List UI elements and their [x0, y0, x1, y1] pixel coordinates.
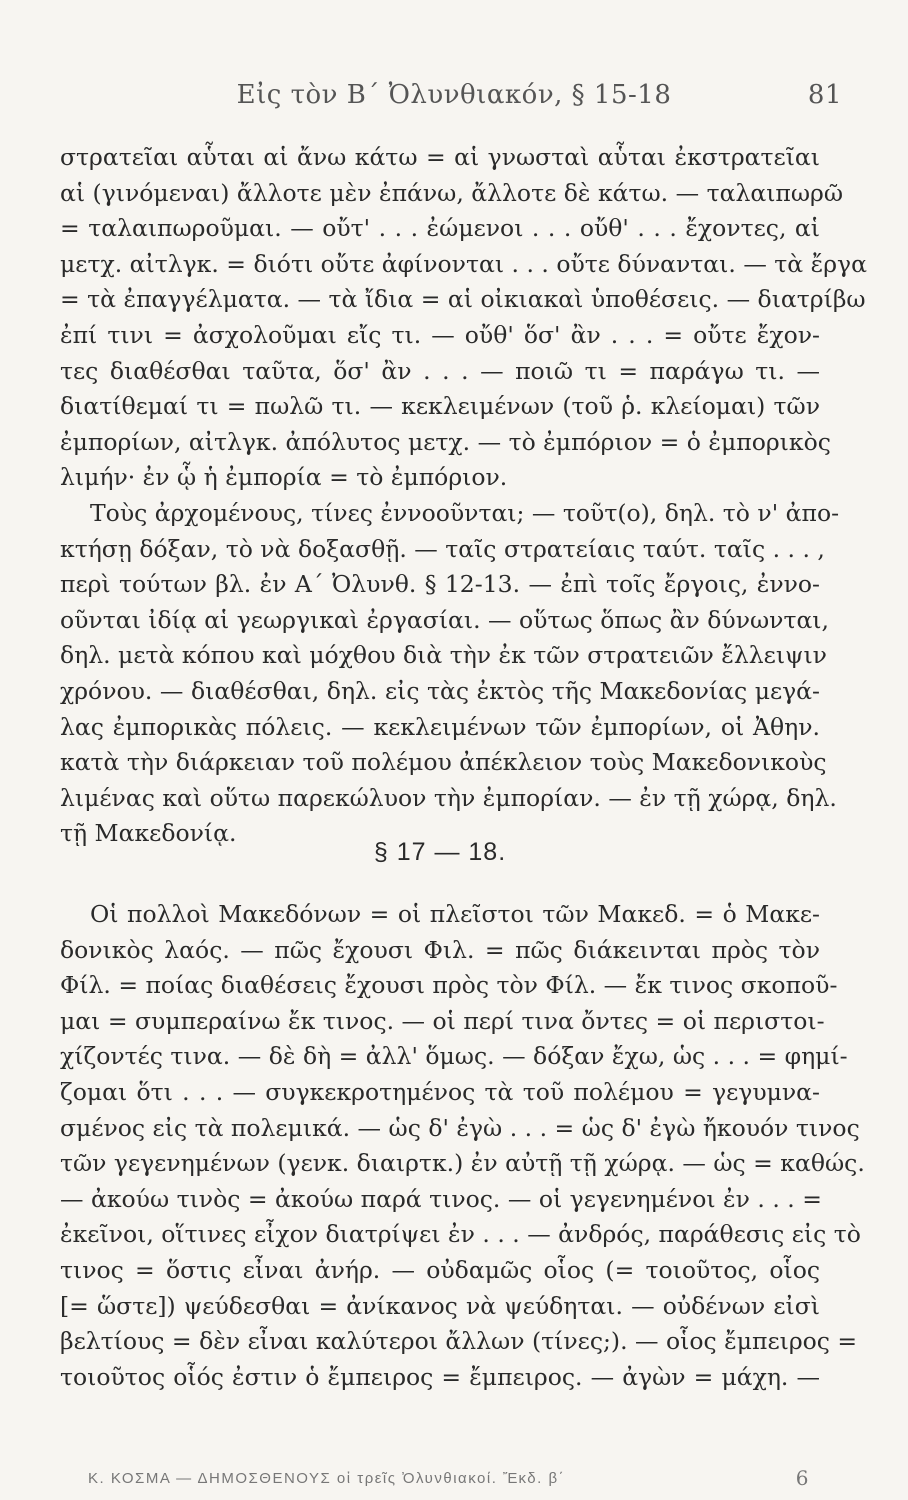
text-line: μαι = συμπεραίνω ἔκ τινος. — οἱ περί τινα ὄντες = οἱ περιστοι- [60, 1006, 825, 1035]
text-line: χρόνου. — διαθέσθαι, δηλ. εἰς τὰς ἐκτὸς τῆς Μακεδονίας μεγά- [60, 676, 820, 705]
text-line: δηλ. μετὰ κόπου καὶ μόχθου διὰ τὴν ἐκ τῶν στρατειῶν ἔλλειψιν [60, 641, 827, 670]
text-line: ζομαι ὅτι . . . — συγκεκροτημένος τὰ τοῦ πολέμου = γεγυμνα- [60, 1077, 820, 1106]
text-line: λιμένας καὶ οὕτω παρεκώλυον τὴν ἐμπορίαν. — ἐν τῇ χώρᾳ, δηλ. [60, 783, 837, 812]
sheet-number: 6 [795, 1466, 810, 1490]
text-line: ἐπί τινι = ἀσχολοῦμαι εἴς τι. — οὔθ' ὅσ' ἂν . . . = οὔτε ἔχον- [60, 320, 820, 349]
paragraph-3 [60, 897, 865, 1395]
text-line: τινος = ὅστις εἶναι ἀνήρ. — οὐδαμῶς οἷος (= τοιοῦτος, οἷος [60, 1255, 820, 1284]
text-line: λας ἐμπορικὰς πόλεις. — κεκλειμένων τῶν ἐμπορίων, οἱ Ἀθην. [60, 712, 820, 741]
text-line: μετχ. αἰτλγκ. = διότι οὔτε ἀφίνονται . . . οὔτε δύνανται. — τὰ ἔργα [60, 249, 867, 278]
text-line: σμένος εἰς τὰ πολεμικά. — ὡς δ' ἐγὼ . . . = ὡς δ' ἐγὼ ἤκουόν τινος [60, 1113, 860, 1142]
text-line: τῶν γεγενημένων (γενκ. διαιρτκ.) ἐν αὐτῇ τῇ χώρᾳ. — ὡς = καθώς. [60, 1149, 865, 1178]
section-heading: § 17 — 18. [373, 838, 507, 866]
printer-signature: Κ. ΚΟΣΜΑ — ΔΗΜΟΣΘΕΝΟΥΣ οἱ τρεῖς Ὀλυνθιακοί. Ἔκδ. β΄ [88, 1470, 566, 1487]
commentary-block-2 [60, 897, 865, 1395]
text-line: λιμήν· ἐν ᾧ ἡ ἐμπορία = τὸ ἐμπόριον. [60, 463, 508, 492]
page-number: 81 [807, 80, 842, 110]
text-line: Τοὺς ἀρχομένους, τίνες ἐννοοῦνται; — τοῦτ(ο), δηλ. τὸ ν' ἀπο- [90, 498, 840, 527]
text-line: ἐκεῖνοι, οἵτινες εἶχον διατρίψει ἐν . . . — ἀνδρός, παράθεσις εἰς τὸ [60, 1220, 861, 1249]
page-header [60, 80, 848, 120]
text-line: κατὰ τὴν διάρκειαν τοῦ πολέμου ἀπέκλειον τοὺς Μακεδονικοὺς [60, 748, 827, 777]
running-head: Εἰς τὸν Β΄ Ὀλυνθιακόν, § 15-18 [236, 80, 672, 110]
text-line: [= ὥστε]) ψεύδεσθαι = ἀνίκανος νὰ ψεύδηται. — οὐδένων εἰσὶ [60, 1291, 820, 1320]
text-line: τοιοῦτος οἷός ἐστιν ὁ ἔμπειρος = ἔμπειρος. — ἀγὼν = μάχη. — [60, 1362, 820, 1391]
text-line: τῇ Μακεδονίᾳ. [60, 819, 237, 848]
text-line: κτήσῃ δόξαν, τὸ νὰ δοξασθῇ. — ταῖς στρατείαις ταύτ. ταῖς . . . , [60, 534, 825, 563]
text-line: στρατεῖαι αὗται αἱ ἄνω κάτω = αἱ γνωσταὶ αὗται ἐκστρατεῖαι [60, 143, 820, 171]
text-line: οῦνται ἰδίᾳ αἱ γεωργικαὶ ἐργασίαι. — οὕτως ὅπως ἂν δύνωνται, [60, 605, 829, 634]
text-line: — ἀκούω τινὸς = ἀκούω παρά τινος. — οἱ γεγενημένοι ἐν . . . = [60, 1184, 822, 1213]
text-line: διατίθεμαί τι = πωλῶ τι. — κεκλειμένων (τοῦ ῥ. κλείομαι) τῶν [60, 392, 820, 421]
text-line: βελτίους = δὲν εἶναι καλύτεροι ἄλλων (τίνες;). — οἷος ἔμπειρος = [60, 1327, 858, 1356]
text-line: = τὰ ἐπαγγέλματα. — τὰ ἴδια = αἱ οἰκιακαὶ ὑποθέσεις. — διατρίβω [60, 285, 866, 314]
text-line: ἐμπορίων, αἰτλγκ. ἀπόλυτος μετχ. — τὸ ἐμπόριον = ὁ ἐμπορικὸς [60, 427, 831, 456]
text-line: Φίλ. = ποίας διαθέσεις ἔχουσι πρὸς τὸν Φίλ. — ἔκ τινος σκοποῦ- [60, 971, 838, 1000]
text-line: περὶ τούτων βλ. ἐν Α΄ Ὀλυνθ. § 12-13. — ἐπὶ τοῖς ἔργοις, ἐννο- [60, 570, 820, 599]
paragraph-1 [60, 140, 867, 496]
text-line: χίζοντές τινα. — δὲ δὴ = ἀλλ' ὅμως. — δόξαν ἔχω, ὡς . . . = φημί- [60, 1042, 848, 1071]
text-line: = ταλαιπωροῦμαι. — οὔτ' . . . ἐώμενοι . . . οὔθ' . . . ἔχοντες, αἱ [60, 214, 820, 243]
text-line: δονικὸς λαός. — πῶς ἔχουσι Φιλ. = πῶς διάκεινται πρὸς τὸν [60, 935, 820, 964]
text-line: αἱ (γινόμεναι) ἄλλοτε μὲν ἐπάνω, ἄλλοτε δὲ κάτω. — ταλαιπωρῶ [60, 178, 844, 207]
text-line: Οἱ πολλοὶ Μακεδόνων = οἱ πλεῖστοι τῶν Μακεδ. = ὁ Μακε- [90, 900, 820, 928]
page-footer [88, 1466, 810, 1494]
paragraph-2 [60, 496, 840, 852]
text-line: τες διαθέσθαι ταῦτα, ὅσ' ἂν . . . — ποιῶ τι = παράγω τι. — [60, 356, 820, 385]
commentary-block-1 [60, 140, 867, 852]
